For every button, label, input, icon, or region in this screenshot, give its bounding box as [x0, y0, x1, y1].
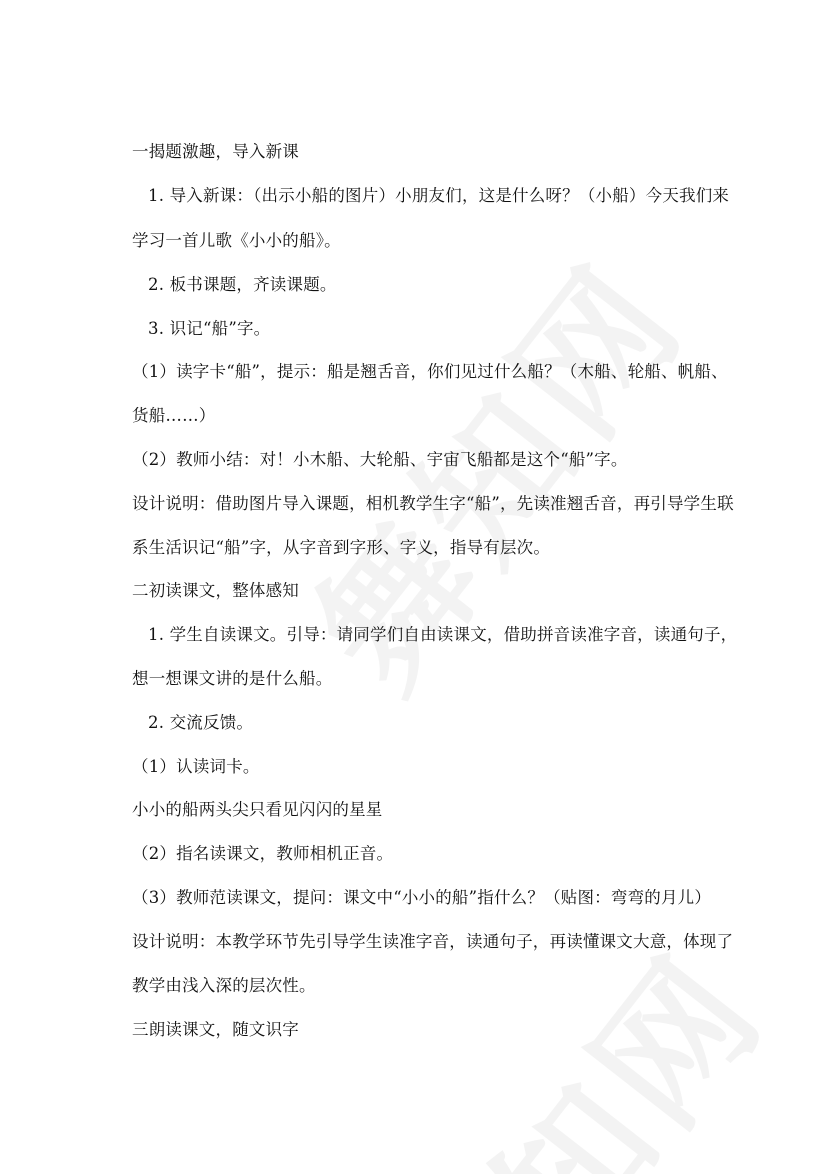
paragraph-line: 货船……）	[132, 406, 216, 425]
paragraph-line: 小小的船两头尖只看见闪闪的星星	[132, 800, 383, 819]
paragraph-line: （1）认读词卡。	[132, 757, 260, 776]
paragraph-line: （2）指名读课文，教师相机正音。	[132, 844, 394, 863]
design-note-line: 设计说明：借助图片导入课题，相机教学生字“船”，先读准翘舌音，再引导学生联	[132, 494, 734, 513]
paragraph-line: （1）读字卡“船”，提示：船是翘舌音，你们见过什么船？（木船、轮船、帆船、	[132, 362, 728, 381]
section-heading: 三朗读课文，随文识字	[132, 1020, 299, 1039]
paragraph-line: 2. 交流反馈。	[148, 713, 254, 732]
paragraph-line: 学习一首儿歌《小小的船》。	[132, 231, 341, 250]
paragraph-line: 3. 识记“船”字。	[148, 319, 271, 338]
paragraph-line: （3）教师范读课文，提问：课文中“小小的船”指什么？（贴图：弯弯的月儿）	[132, 888, 712, 907]
design-note-line: 教学由浅入深的层次性。	[132, 976, 316, 995]
paragraph-line: （2）教师小结：对！小木船、大轮船、宇宙飞船都是这个“船”字。	[132, 450, 628, 469]
paragraph-line: 1. 导入新课：（出示小船的图片）小朋友们，这是什么呀？（小船）今天我们来	[148, 186, 730, 205]
paragraph-line: 想一想课文讲的是什么船。	[132, 669, 333, 688]
paragraph-line: 1. 学生自读课文。引导：请同学们自由读课文，借助拼音读准字音，读通句子，	[148, 625, 738, 644]
design-note-line: 系生活识记“船”字，从字音到字形、字义，指导有层次。	[132, 538, 551, 557]
paragraph-line: 2. 板书课题，齐读课题。	[148, 275, 337, 294]
section-heading: 二初读课文，整体感知	[132, 581, 299, 600]
design-note-line: 设计说明：本教学环节先引导学生读准字音，读通句子，再读懂课文大意，体现了	[132, 932, 734, 951]
section-heading: 一揭题激趣，导入新课	[132, 142, 299, 161]
